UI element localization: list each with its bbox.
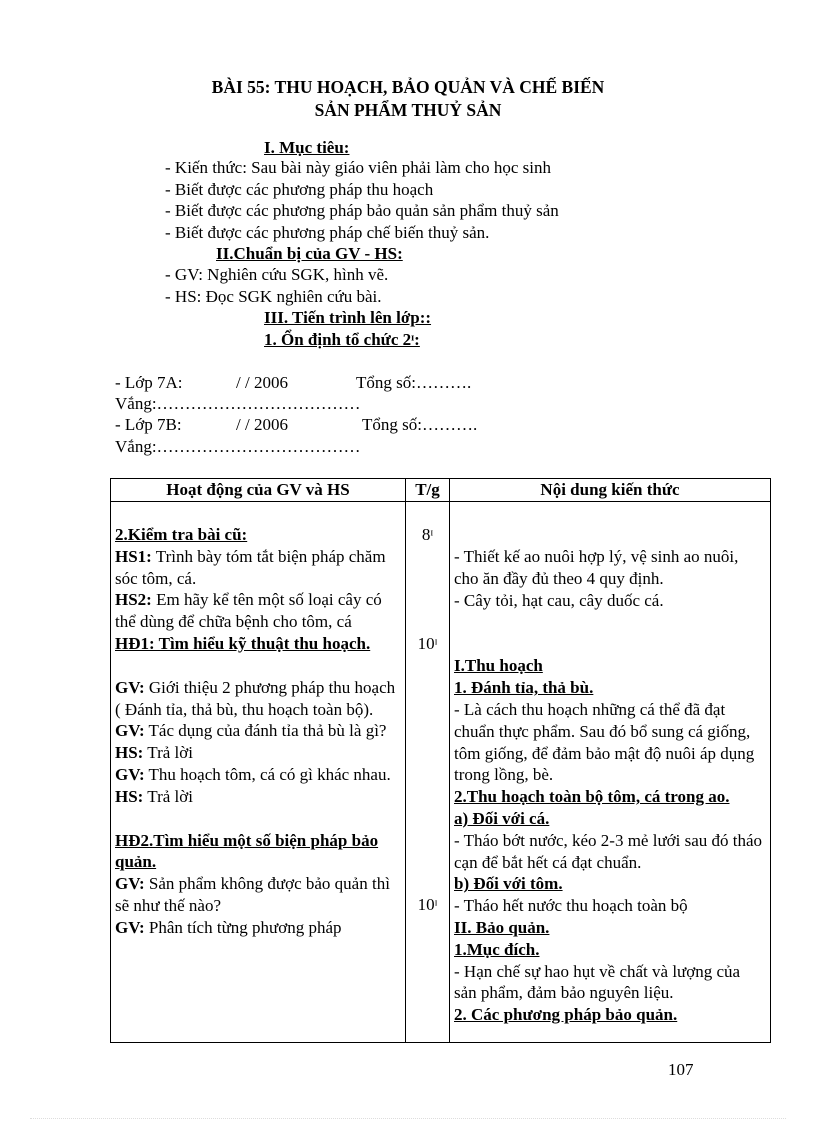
header-content: Nội dung kiến thức — [450, 479, 771, 502]
section-fish-text: - Tháo bớt nước, kéo 2-3 mẻ lưới sau đó tháo cạn để bắt hết cá đạt chuẩn. — [454, 830, 763, 872]
hs1-question: HS1: Trình bày tóm tắt biện pháp chăm sóc tôm, cá. — [115, 546, 386, 588]
procedure-heading: III. Tiến trình lên lớp:: — [264, 308, 432, 327]
objective-item: - Biết được các phương pháp thu hoạch — [165, 180, 434, 199]
section-harvest-text-1: - Là cách thu hoạch những cá thể đã đạt chuẩn thực phẩm. Sau đó bổ sung cá giống, tôm giống, để đảm bảo mật độ nuôi áp dụng trong lồng, bè. — [454, 699, 755, 785]
preparation-item: - HS: Đọc SGK nghiên cứu bài. — [165, 287, 382, 306]
gv3-text: GV: Thu hoạch tôm, cá có gì khác nhau. — [115, 764, 391, 784]
objective-item: - Biết được các phương pháp bảo quản sản phẩm thuỷ sản — [165, 201, 559, 220]
section-preserve-text-1: - Hạn chế sự hao hụt về chất và lượng của sản phẩm, đảm bảo nguyên liệu. — [454, 961, 741, 1003]
gv5-text: GV: Phân tích từng phương pháp — [115, 917, 342, 937]
table-header-row — [111, 479, 771, 502]
table-row — [111, 502, 771, 1043]
lesson-table — [110, 478, 771, 1043]
time-cell — [406, 502, 450, 1043]
answer-1: - Thiết kế ao nuôi hợp lý, vệ sinh ao nuôi, cho ăn đầy đủ theo 4 quy định. — [454, 547, 739, 588]
time-hd1: 10ᶦ — [417, 633, 438, 653]
section-preserve-sub-1: 1.Mục đích. — [454, 939, 540, 959]
attendance-absent: Vắng:……………………………… — [115, 437, 361, 456]
activities-cell — [111, 502, 406, 1043]
page-bottom-divider — [30, 1118, 786, 1119]
objective-item: - Biết được các phương pháp chế biến thuỷ sản. — [165, 223, 490, 242]
preparation-item: - GV: Nghiên cứu SGK, hình vẽ. — [165, 265, 389, 284]
attendance-class: - Lớp 7B: — [115, 415, 182, 434]
attendance-date: / / 2006 — [236, 373, 288, 392]
content-cell — [450, 502, 771, 1043]
review-heading: 2.Kiểm tra bài cũ: — [115, 525, 248, 544]
title-line-2: SẢN PHẨM THUỶ SẢN — [314, 100, 502, 120]
objective-item: - Kiến thức: Sau bài này giáo viên phải làm cho học sinh — [165, 158, 551, 177]
section-fish-heading: a) Đối với cá. — [454, 808, 550, 828]
answer-2: - Cây tỏi, hạt cau, cây duốc cá. — [454, 590, 664, 610]
attendance-total: Tổng số:………. — [362, 415, 478, 434]
section-shrimp-text: - Tháo hết nước thu hoạch toàn bộ — [454, 896, 688, 916]
title-line-1: BÀI 55: THU HOẠCH, BẢO QUẢN VÀ CHẾ BIẾN — [211, 77, 605, 97]
section-preserve-sub-2: 2. Các phương pháp bảo quản. — [454, 1005, 678, 1025]
section-shrimp-heading: b) Đối với tôm. — [454, 874, 563, 894]
header-time: T/g — [406, 479, 450, 502]
attendance-class: - Lớp 7A: — [115, 373, 183, 392]
gv4-text: GV: Sản phẩm không được bảo quản thì sẽ như thế nào? — [115, 874, 390, 915]
section-harvest-sub-2: 2.Thu hoạch toàn bộ tôm, cá trong ao. — [454, 787, 730, 807]
section-harvest-heading: I.Thu hoạch — [454, 656, 543, 676]
section-harvest-sub-1: 1. Đánh tỉa, thả bù. — [454, 678, 594, 698]
section-preserve-heading: II. Bảo quản. — [454, 917, 550, 937]
hs4-text: HS: Trả lời — [115, 786, 193, 806]
gv2-text: GV: Tác dụng của đánh tỉa thả bù là gì? — [115, 721, 387, 741]
header-activities: Hoạt động của GV và HS — [111, 479, 406, 502]
hs3-text: HS: Trả lời — [115, 743, 193, 763]
attendance-absent: Vắng:……………………………… — [115, 394, 361, 413]
hs2-question: HS2: Em hãy kể tên một số loại cây có thể dùng để chữa bệnh cho tôm, cá — [115, 590, 382, 632]
page-number: 107 — [668, 1060, 694, 1079]
procedure-subheading: 1. Ổn định tổ chức 2ᶦ: — [264, 330, 420, 349]
attendance-total: Tổng số:………. — [356, 373, 472, 392]
time-hd2: 10ᶦ — [417, 894, 438, 914]
preparation-heading: II.Chuẩn bị của GV - HS: — [216, 244, 403, 263]
hd2-heading: HĐ2.Tìm hiểu một số biện pháp bảo quản. — [115, 830, 379, 872]
attendance-date: / / 2006 — [236, 415, 288, 434]
gv1-text: GV: Giới thiệu 2 phương pháp thu hoạch ( Đánh tỉa, thả bù, thu hoạch toàn bộ). — [115, 677, 396, 719]
time-review: 8ᶦ — [421, 525, 434, 544]
hd1-heading: HĐ1: Tìm hiểu kỹ thuật thu hoạch. — [115, 633, 371, 653]
objectives-heading: I. Mục tiêu: — [264, 138, 350, 157]
